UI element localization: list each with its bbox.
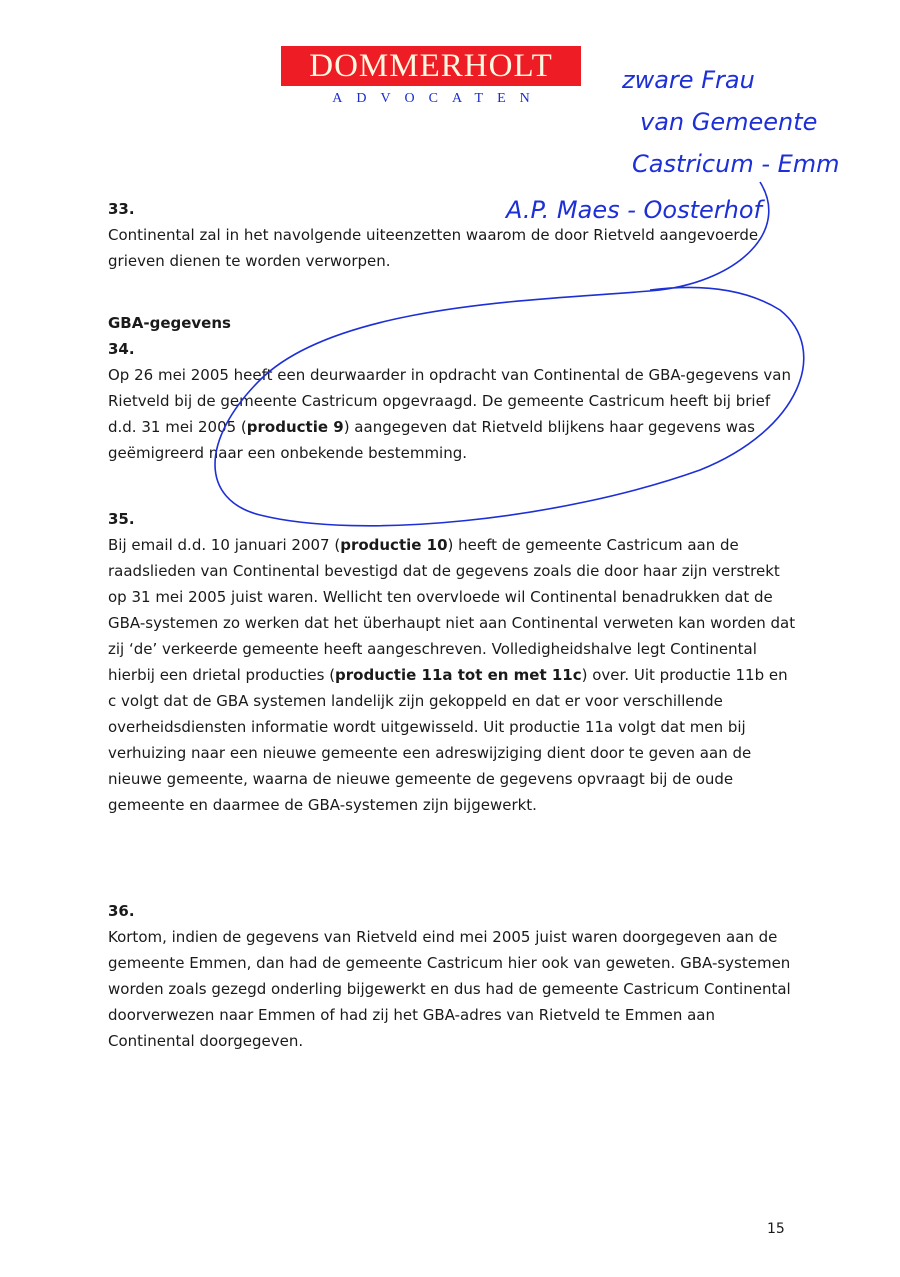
section-number: 35. [108, 510, 135, 528]
handwritten-line: Castricum - Emm [632, 150, 840, 178]
firm-subtitle: ADVOCATEN [332, 91, 544, 106]
section-paragraph: Continental zal in het navolgende uiteenzetten waarom de door Rietveld aangevoerde grieven dienen te worden verworpen. [108, 226, 759, 270]
handwritten-line: A.P. Maes - Oosterhof [506, 196, 762, 224]
paragraph-text: Bij email d.d. 10 januari 2007 ( [108, 536, 341, 554]
section-heading: GBA-gegevens [108, 314, 231, 332]
firm-name: DOMMERHOLT [281, 46, 581, 86]
section-paragraph [108, 532, 798, 818]
section-35 [108, 506, 798, 818]
paragraph-text: ) aangegeven dat Rietveld blijkens haar gegevens was geëmigreerd naar een onbekende bestemming. [108, 418, 755, 462]
section-paragraph [108, 362, 798, 466]
section-36 [108, 898, 798, 1054]
section-33 [108, 196, 798, 274]
section-paragraph: Kortom, indien de gegevens van Rietveld eind mei 2005 juist waren doorgegeven aan de gemeente Emmen, dan had de gemeente Castricum hier ook van geweten. GBA-systemen worden zoals gezegd onderling bijgewerkt en dus had de gemeente Castricum Continental doorverwezen naar Emmen of had zij het GBA-adres van Rietveld te Emmen aan Continental doorgegeven. [108, 928, 791, 1050]
exhibit-reference: productie 9 [246, 418, 344, 436]
handwritten-line: van Gemeente [640, 108, 818, 136]
exhibit-reference: productie 10 [340, 536, 448, 554]
paragraph-text: ) over. Uit productie 11b en c volgt dat de GBA systemen landelijk zijn gekoppeld en dat er voor verschillende overheidsdiensten informatie wordt uitgewisseld. Uit productie 11a volgt dat men bij verhuizing naar een nieuwe gemeente een adreswijziging dient door te geven aan de nieuwe gemeente, waarna de nieuwe gemeente de gegevens opvraagt bij de oude gemeente en daarmee de GBA-systemen zijn bijgewerkt. [108, 666, 788, 814]
handwritten-line: zware Frau [622, 66, 755, 94]
paragraph-text: ) heeft de gemeente Castricum aan de raadslieden van Continental bevestigd dat de gegevens zoals die door haar zijn verstrekt op 31 mei 2005 juist waren. Wellicht ten overvloede wil Continental benadrukken dat de GBA-systemen zo werken dat het überhaupt niet aan Continental verweten kan worden dat zij ‘de’ verkeerde gemeente heeft aangeschreven. Volledigheidshalve legt Continental hierbij een drietal producties ( [108, 536, 796, 684]
page-number: 15 [767, 1221, 785, 1237]
section-34 [108, 310, 798, 466]
section-number: 34. [108, 340, 135, 358]
exhibit-reference: productie 11a tot en met 11c [335, 666, 582, 684]
section-number: 36. [108, 902, 135, 920]
section-number: 33. [108, 200, 135, 218]
firm-logo [281, 46, 581, 107]
paragraph-text: Op 26 mei 2005 heeft een deurwaarder in opdracht van Continental de GBA-gegevens van Rietveld bij de gemeente Castricum opgevraagd. De gemeente Castricum heeft bij brief d.d. 31 mei 2005 ( [108, 366, 791, 436]
